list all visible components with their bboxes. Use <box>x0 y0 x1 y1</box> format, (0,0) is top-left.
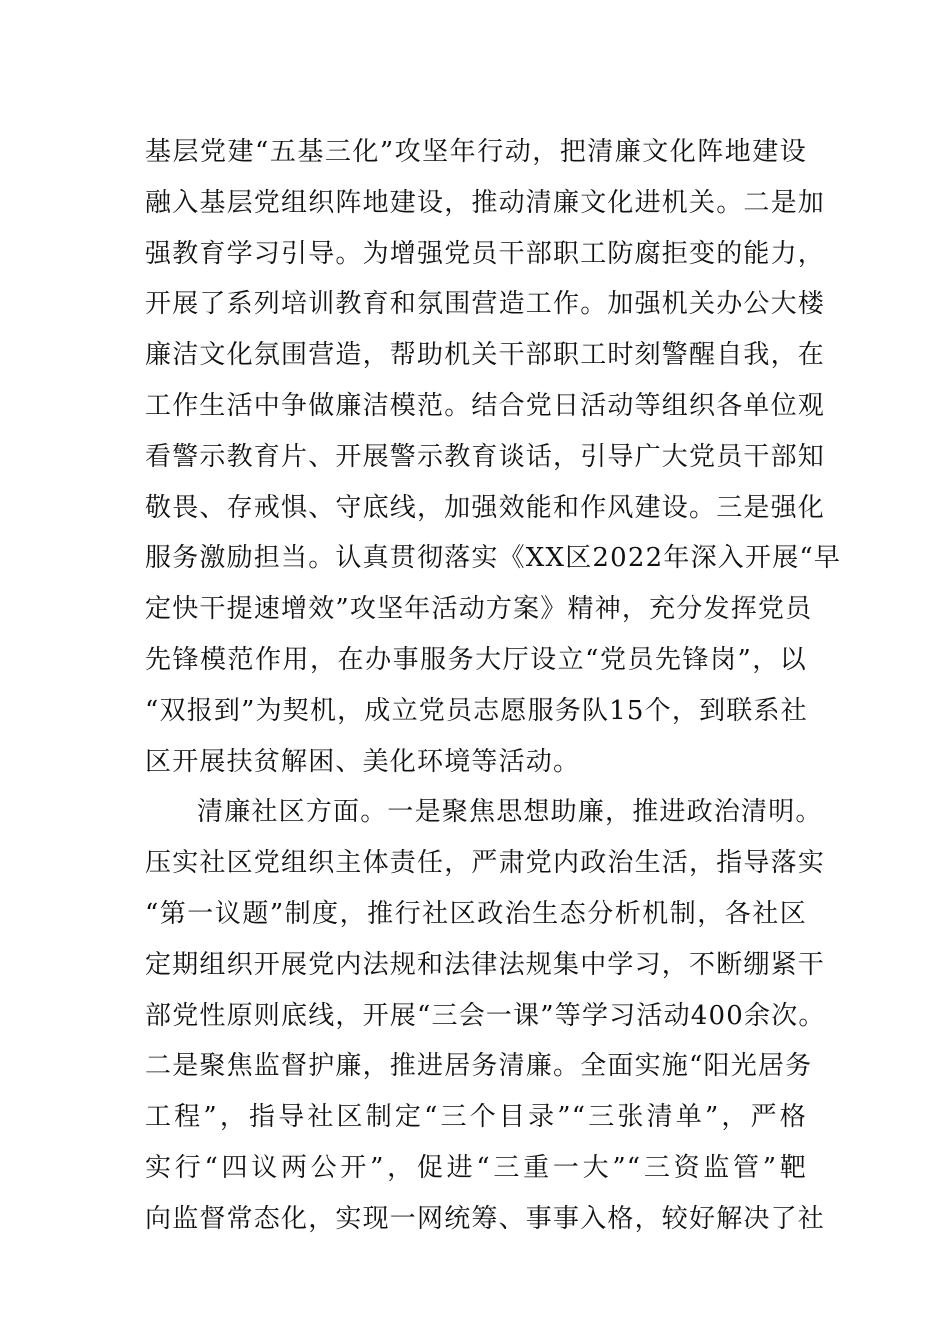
text-line: “双报到”为契机，成立党员志愿服务队15个，到联系社 <box>145 695 808 726</box>
text-line: 工作生活中争做廉洁模范。结合党日活动等组织各单位观 <box>145 390 826 421</box>
text-line: 融入基层党组织阵地建设，推动清廉文化进机关。二是加 <box>145 187 826 218</box>
paragraph-1 <box>145 127 842 787</box>
text-line: 定期组织开展党内法规和法律法规集中学习，不断绷紧干 <box>145 949 826 980</box>
text-line: “第一议题”制度，推行社区政治生态分析机制，各社区 <box>145 898 807 929</box>
text-line: 廉洁文化氛围营造，帮助机关干部职工时刻警醒自我，在 <box>145 340 826 371</box>
text-line: 强教育学习引导。为增强党员干部职工防腐拒变的能力， <box>145 238 826 269</box>
text-line: 压实社区党组织主体责任，严肃党内政治生活，指导落实 <box>145 848 826 879</box>
text-line: 基层党建“五基三化”攻坚年行动，把清廉文化阵地建设 <box>145 137 807 167</box>
text-line: 工程”，指导社区制定“三个目录”“三张清单”，严格 <box>145 1102 807 1133</box>
document-body <box>145 127 842 1245</box>
text-line: 二是聚焦监督护廉，推进居务清廉。全面实施“阳光居务 <box>145 1051 813 1082</box>
paragraph-2 <box>145 787 826 1244</box>
text-line: 清廉社区方面。一是聚焦思想助廉，推进政治清明。 <box>197 797 823 828</box>
text-line: 向监督常态化，实现一网统筹、事事入格，较好解决了社 <box>145 1203 826 1234</box>
text-line: 区开展扶贫解困、美化环境等活动。 <box>145 746 581 777</box>
text-line: 部党性原则底线，开展“三会一课”等学习活动400余次。 <box>145 1000 826 1031</box>
text-line: 开展了系列培训教育和氛围营造工作。加强机关办公大楼 <box>145 289 826 320</box>
text-line: 敬畏、存戒惧、守底线，加强效能和作风建设。三是强化 <box>145 492 826 523</box>
text-line: 看警示教育片、开展警示教育谈话，引导广大党员干部知 <box>145 441 826 472</box>
text-line: 定快干提速增效”攻坚年活动方案》精神，充分发挥党员 <box>145 594 813 625</box>
text-line: 服务激励担当。认真贯彻落实《XX区2022年深入开展“早 <box>145 543 842 574</box>
text-line: 先锋模范作用，在办事服务大厅设立“党员先锋岗”，以 <box>145 644 807 675</box>
text-line: 实行“四议两公开”，促进“三重一大”“三资监管”靶 <box>145 1152 807 1183</box>
